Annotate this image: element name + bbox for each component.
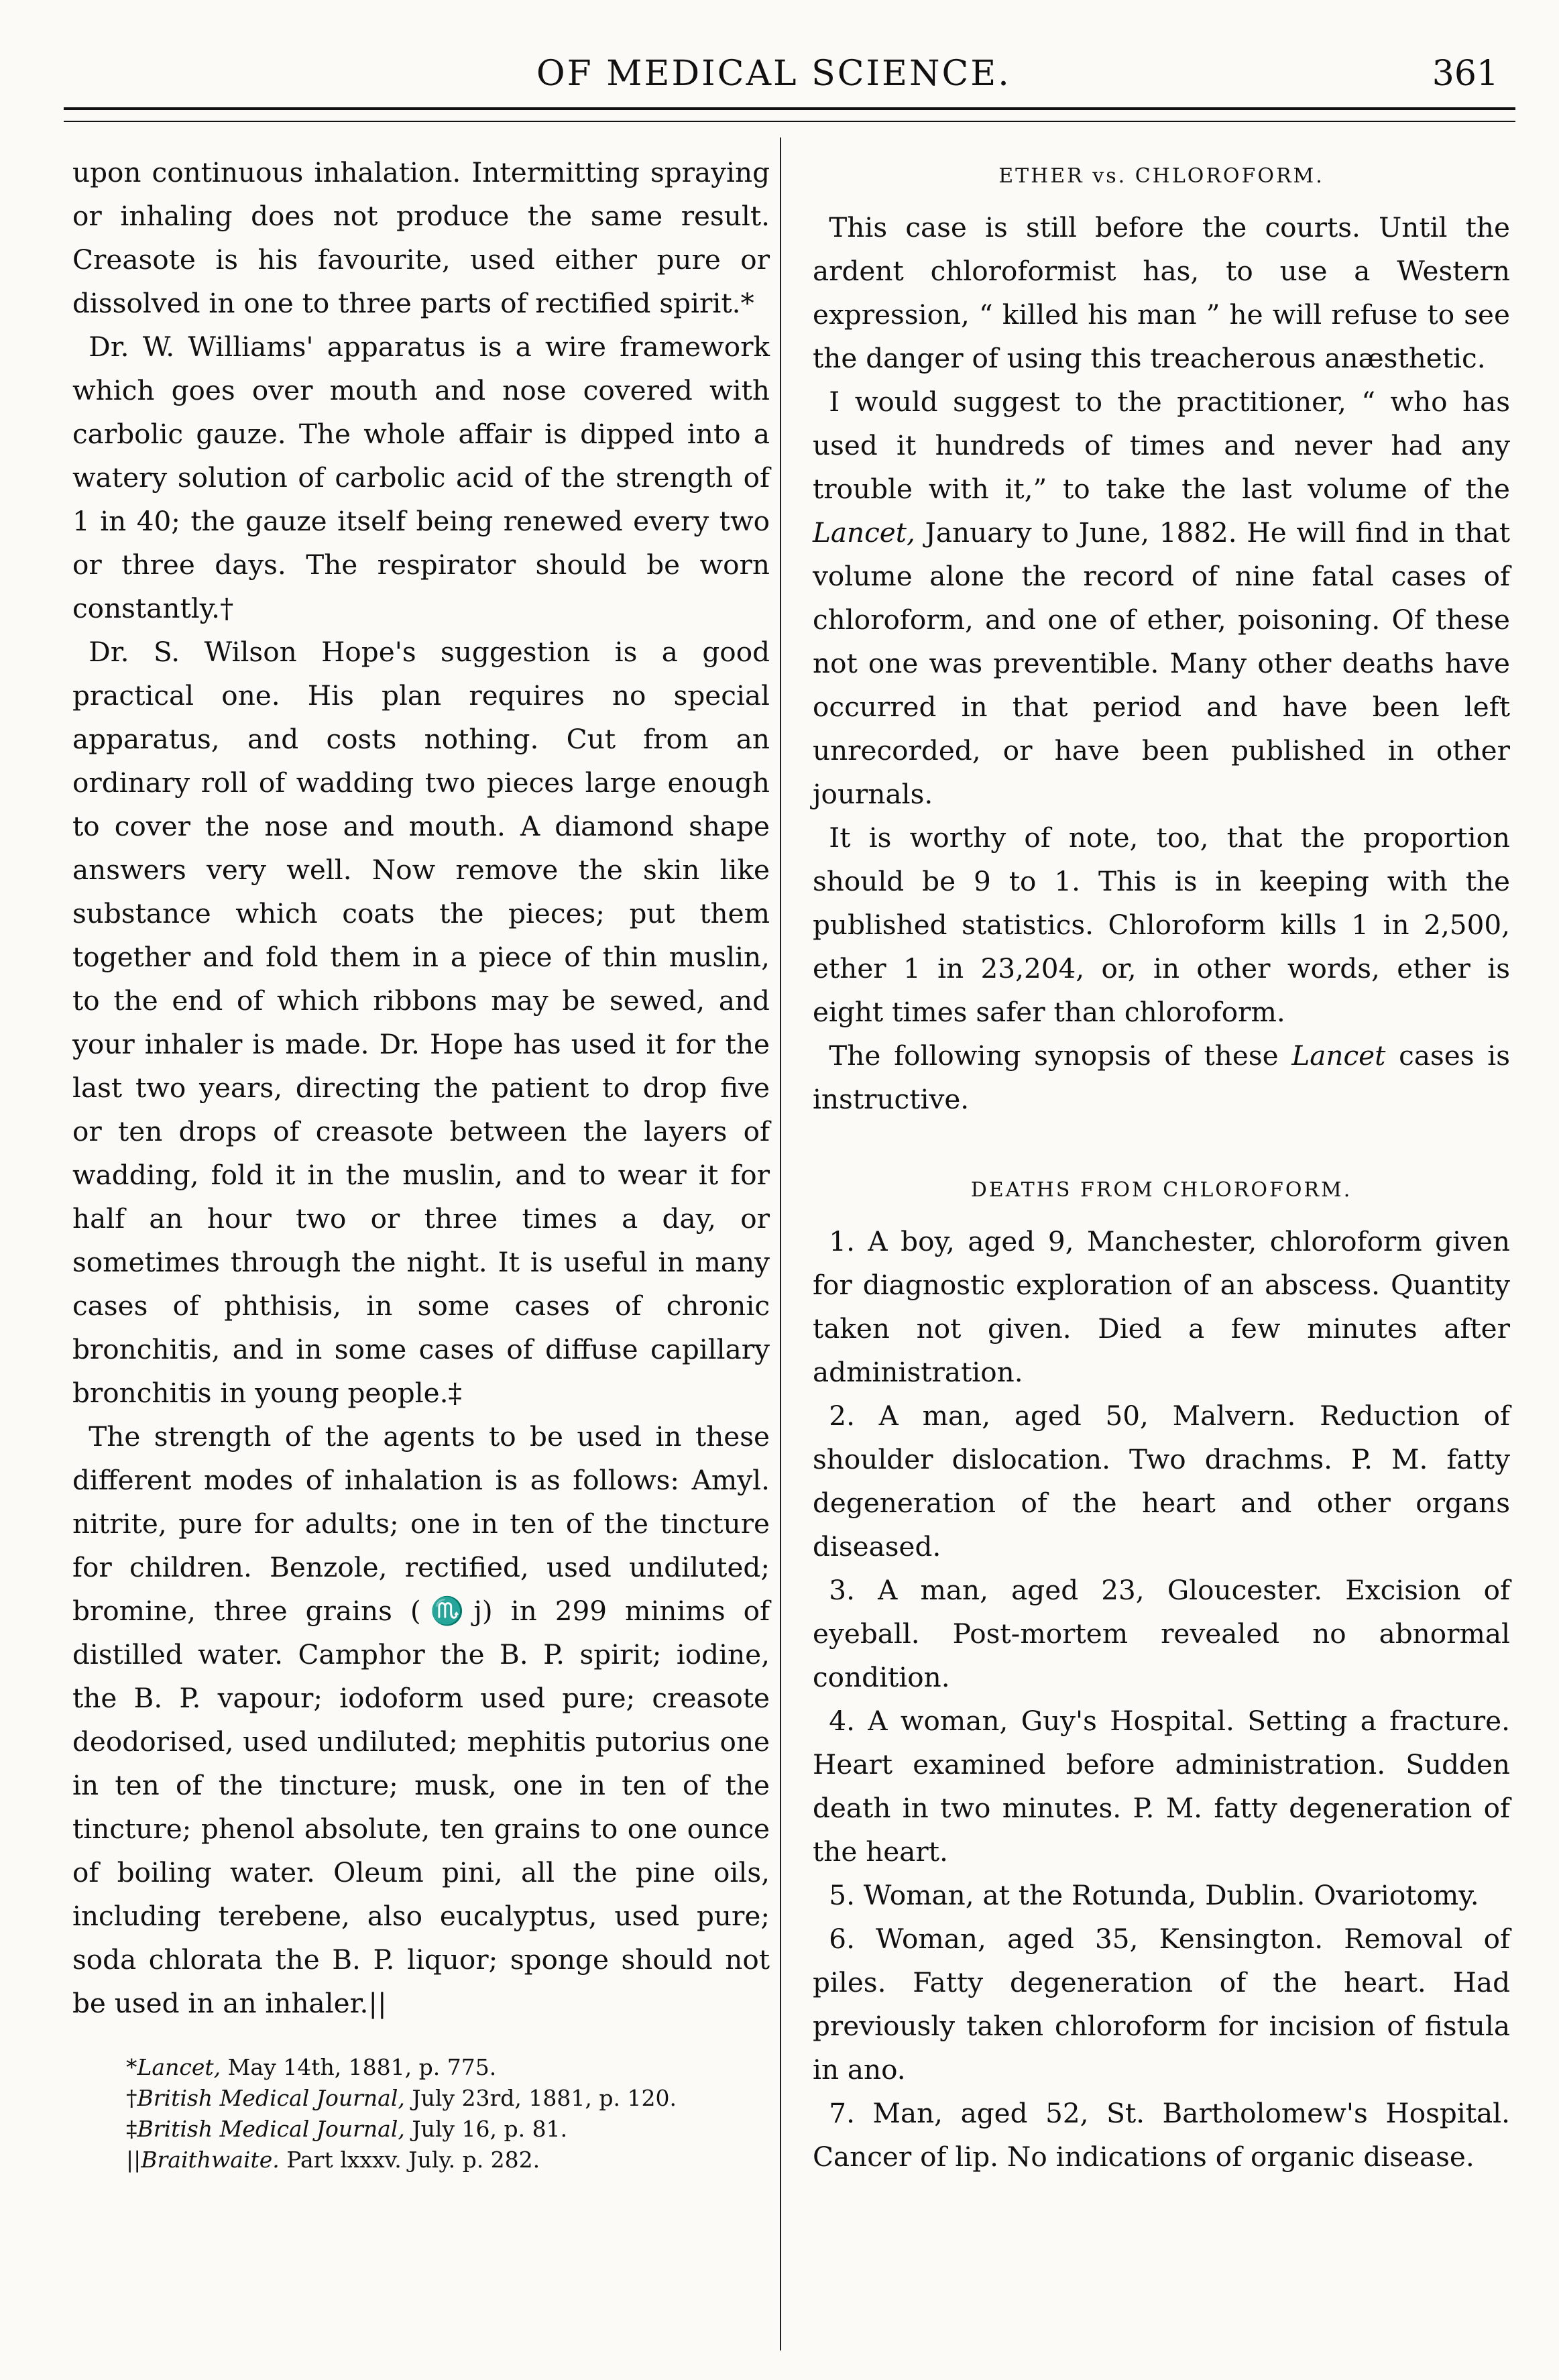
- case-item: 6. Woman, aged 35, Kensington. Removal of piles. Fatty degeneration of the heart. Had previously taken chloroform for incision of fistula in ano.: [813, 1923, 1510, 2086]
- case-item: 4. A woman, Guy's Hospital. Setting a fracture. Heart examined before administration. Sudden death in two minutes. P. M. fatty degeneration of the heart.: [813, 1705, 1510, 1868]
- page-number: 361: [1432, 54, 1499, 94]
- section-heading-deaths-from-chloroform: DEATHS FROM CHLOROFORM.: [970, 1178, 1352, 1202]
- left-paragraph-4: The strength of the agents to be used in these different modes of inhalation is as follows: Amyl. nitrite, pure for adults; one in ten of the tincture for children. Benzole, rectified, used undiluted; bromine, three grains (♏j) in 299 minims of distilled water. Camphor the B. P. spirit; iodine, the B. P. vapour; iodoform used pure; creasote deodorised, used undiluted; mephitis putorius one in ten of the tincture; musk, one in ten of the tincture; phenol absolute, ten grains to one ounce of boiling water. Oleum pini, all the pine oils, including terebene, also eucalyptus, used pure; soda chlorata the B. P. liquor; sponge should not be used in an inhaler.||: [72, 1420, 770, 2019]
- footnote-2: †British Medical Journal, July 23rd, 1881, p. 120.: [126, 2085, 677, 2111]
- right-column: [813, 151, 1510, 2179]
- footnote-1: *Lancet, May 14th, 1881, p. 775.: [126, 2054, 497, 2080]
- footnotes: [72, 2052, 770, 2175]
- right-paragraph-1: This case is still before the courts. Until the ardent chloroformist has, to use a Western expression, “ killed his man ” he will refuse to see the danger of using this treacherous anæsthetic.: [813, 211, 1510, 374]
- right-paragraph-4: The following synopsis of these Lancet cases is instructive.: [813, 1039, 1510, 1115]
- column-divider: [780, 137, 781, 2350]
- left-paragraph-3: Dr. S. Wilson Hope's suggestion is a good practical one. His plan requires no special apparatus, and costs nothing. Cut from an ordinary roll of wadding two pieces large enough to cover the nose and mouth. A diamond shape answers very well. Now remove the skin like substance which coats the pieces; put them together and fold them in a piece of thin muslin, to the end of which ribbons may be sewed, and your inhaler is made. Dr. Hope has used it for the last two years, directing the patient to drop five or ten drops of creasote between the layers of wadding, fold it in the muslin, and to wear it for half an hour two or three times a day, or sometimes through the night. It is useful in many cases of phthisis, in some cases of chronic bronchitis, and in some cases of diffuse capillary bronchitis in young people.‡: [72, 636, 770, 1409]
- case-item: 5. Woman, at the Rotunda, Dublin. Ovariotomy.: [829, 1879, 1479, 1911]
- case-item: 1. A boy, aged 9, Manchester, chloroform given for diagnostic exploration of an abscess. Quantity taken not given. Died a few minutes after administration.: [813, 1225, 1510, 1388]
- page-header: [0, 47, 1559, 107]
- section-heading-ether-vs-chloroform: ETHER vs. CHLOROFORM.: [998, 164, 1324, 188]
- case-item: 3. A man, aged 23, Gloucester. Excision of eyeball. Post-mortem revealed no abnormal condition.: [813, 1574, 1510, 1693]
- case-item: 2. A man, aged 50, Malvern. Reduction of shoulder dislocation. Two drachms. P. M. fatty degeneration of the heart and other organs diseased.: [813, 1400, 1510, 1563]
- left-paragraph-2: Dr. W. Williams' apparatus is a wire framework which goes over mouth and nose covered with carbolic gauze. The whole affair is dipped into a watery solution of carbolic acid of the strength of 1 in 40; the gauze itself being renewed every two or three days. The respirator should be worn constantly.†: [72, 331, 770, 624]
- footnote-3: ‡British Medical Journal, July 16, p. 81.: [126, 2116, 568, 2142]
- right-paragraph-2: I would suggest to the practitioner, “ who has used it hundreds of times and never had any trouble with it,” to take the last volume of the Lancet, January to June, 1882. He will find in that volume alone the record of nine fatal cases of chloroform, and one of ether, poisoning. Of these not one was preventible. Many other deaths have occurred in that period and have been left unrecorded, or have been published in other journals.: [813, 386, 1510, 810]
- case-item: 7. Man, aged 52, St. Bartholomew's Hospital. Cancer of lip. No indications of organic disease.: [813, 2097, 1510, 2173]
- left-paragraph-1: upon continuous inhalation. Intermitting spraying or inhaling does not produce the same result. Creasote is his favourite, used either pure or dissolved in one to three parts of rectified spirit.*: [72, 156, 770, 319]
- running-title: OF MEDICAL SCIENCE.: [536, 54, 1011, 94]
- header-rule-thick: [64, 107, 1515, 110]
- footnote-4: ||Braithwaite. Part lxxxv. July. p. 282.: [126, 2147, 540, 2173]
- left-column: [72, 151, 770, 2175]
- right-paragraph-3: It is worthy of note, too, that the proportion should be 9 to 1. This is in keeping with the published statistics. Chloroform kills 1 in 2,500, ether 1 in 23,204, or, in other words, ether is eight times safer than chloroform.: [813, 821, 1510, 1028]
- header-rule-thin: [64, 121, 1515, 122]
